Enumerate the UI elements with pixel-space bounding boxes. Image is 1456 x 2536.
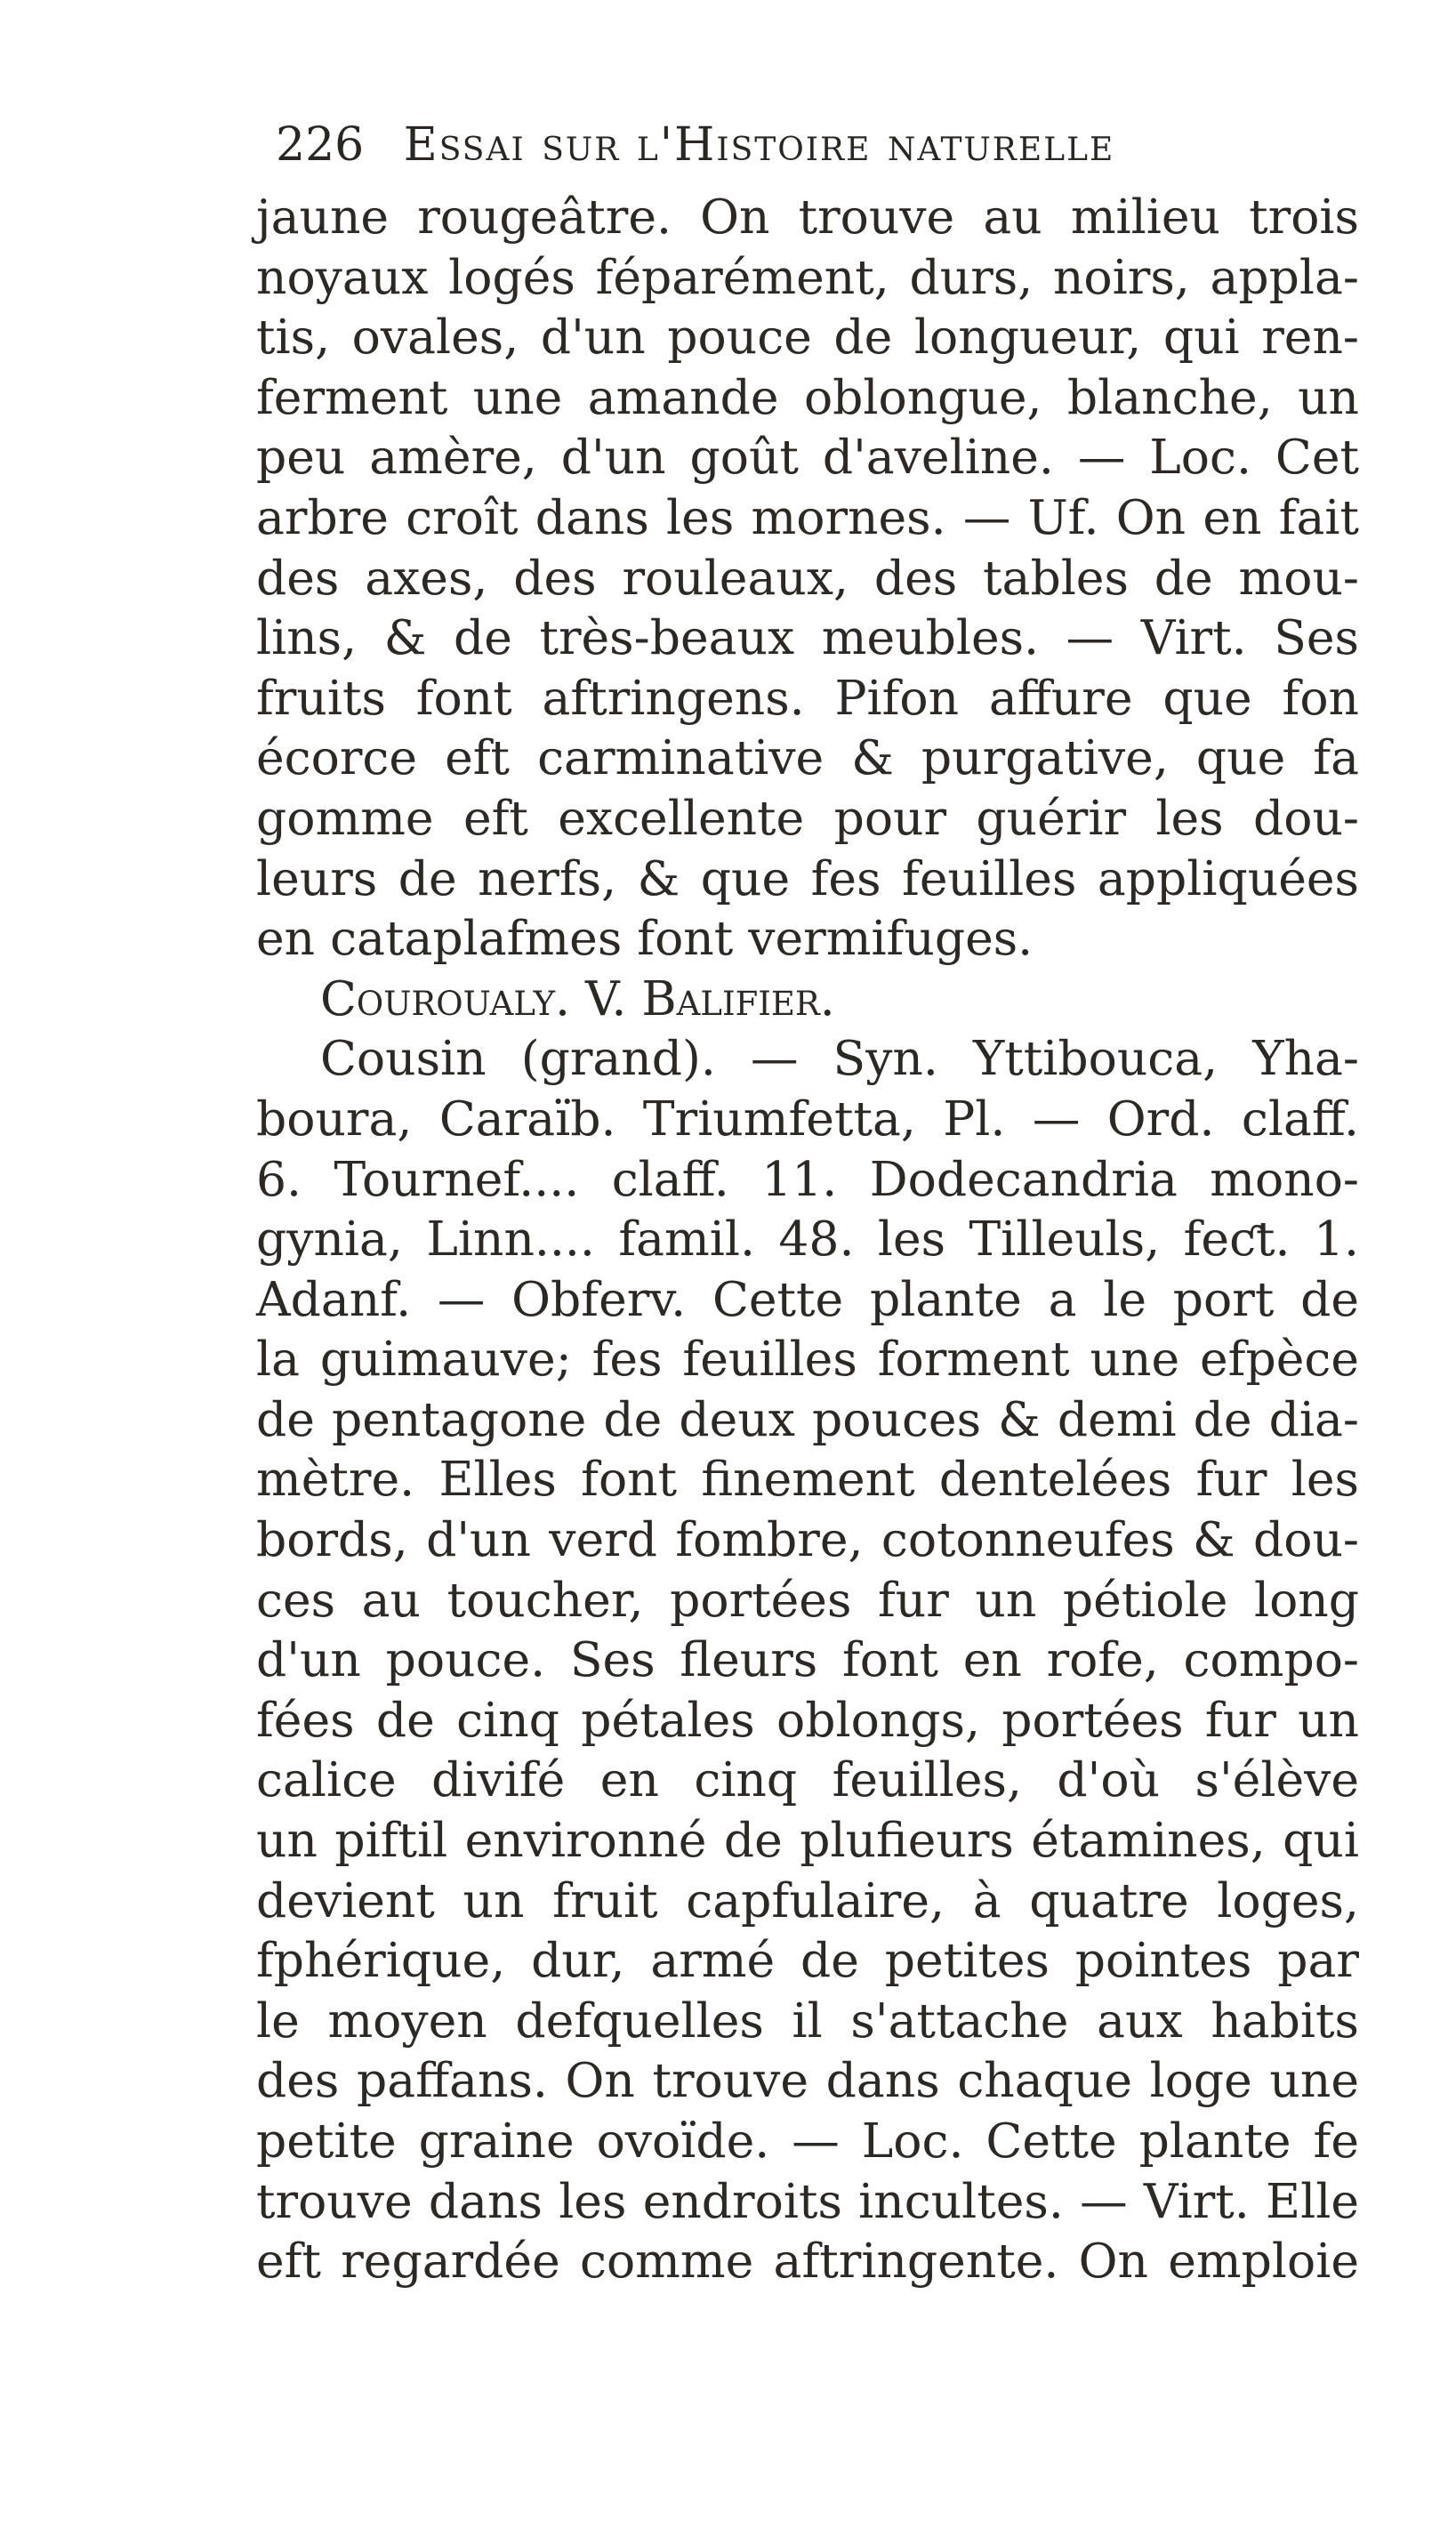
text-line: leurs de nerfs, & que fes feuilles appliquées bbox=[256, 849, 1359, 906]
text-line: 6. Tournef.... claff. 11. Dodecandria mono- bbox=[256, 1150, 1359, 1207]
text-line: gynia, Linn.... famil. 48. les Tilleuls, feƈt. 1. bbox=[256, 1211, 1359, 1268]
text-line: boura, Caraïb. Triumfetta, Pl. — Ord. claff. bbox=[256, 1090, 1359, 1147]
text-line: noyaux logés féparément, durs, noirs, appla- bbox=[256, 248, 1359, 305]
text-line: jaune rougeâtre. On trouve au milieu trois bbox=[256, 189, 1359, 245]
text-line: fruits font aftringens. Pifon affure que fon bbox=[256, 669, 1359, 726]
text-line: ferment une amande oblongue, blanche, un bbox=[256, 368, 1359, 425]
entry-heading-line: Couroualy. V. Balifier. bbox=[320, 970, 835, 1026]
page-number: 226 bbox=[276, 118, 365, 172]
text-line: la guimauve; fes feuilles forment une efpèce bbox=[256, 1331, 1359, 1388]
text-line: lins, & de très-beaux meubles. — Virt. Ses bbox=[256, 609, 1359, 666]
text-line: eft regardée comme aftringente. On emploie bbox=[256, 2233, 1359, 2290]
text-line: petite graine ovoïde. — Loc. Cette plante fe bbox=[256, 2113, 1359, 2169]
text-line: le moyen defquelles il s'attache aux habits bbox=[256, 1992, 1359, 2049]
text-line: calice divifé en cinq feuilles, d'où s'élève bbox=[256, 1751, 1359, 1808]
text-line: gomme eft excellente pour guérir les dou- bbox=[256, 789, 1359, 846]
text-line: Adanf. — Obferv. Cette plante a le port de bbox=[256, 1270, 1359, 1327]
entry-heading-line: Cousin (grand). — Syn. Yttibouca, Yha- bbox=[320, 1030, 1359, 1087]
text-line: ces au toucher, portées fur un pétiole long bbox=[256, 1571, 1359, 1628]
text-line: d'un pouce. Ses fleurs font en rofe, compo- bbox=[256, 1631, 1359, 1688]
text-line: fphérique, dur, armé de petites pointes par bbox=[256, 1932, 1359, 1989]
text-line: des axes, des rouleaux, des tables de mou- bbox=[256, 549, 1359, 606]
text-line: en cataplafmes font vermifuges. bbox=[256, 910, 1034, 967]
text-line: de pentagone de deux pouces & demi de dia- bbox=[256, 1390, 1359, 1447]
running-title: Essai sur l'Histoire naturelle bbox=[403, 118, 1115, 172]
text-line: peu amère, d'un goût d'aveline. — Loc. Cet bbox=[256, 429, 1359, 486]
text-line: trouve dans les endroits incultes. — Virt. Elle bbox=[256, 2172, 1359, 2229]
text-line: devient un fruit capfulaire, à quatre loges, bbox=[256, 1872, 1359, 1928]
text-line: écorce eft carminative & purgative, que fa bbox=[256, 729, 1359, 786]
body-text bbox=[256, 187, 1359, 2291]
running-header bbox=[276, 114, 1254, 176]
text-line: fées de cinq pétales oblongs, portées fur un bbox=[256, 1691, 1359, 1748]
text-line: des paffans. On trouve dans chaque loge une bbox=[256, 2052, 1359, 2109]
text-line: mètre. Elles font finement dentelées fur les bbox=[256, 1451, 1359, 1508]
text-line: un piftil environné de plufieurs étamines, qui bbox=[256, 1812, 1359, 1869]
text-line: tis, ovales, d'un pouce de longueur, qui ren- bbox=[256, 309, 1359, 366]
text-line: bords, d'un verd fombre, cotonneufes & dou- bbox=[256, 1511, 1359, 1568]
text-line: arbre croît dans les mornes. — Uf. On en fait bbox=[256, 488, 1359, 545]
